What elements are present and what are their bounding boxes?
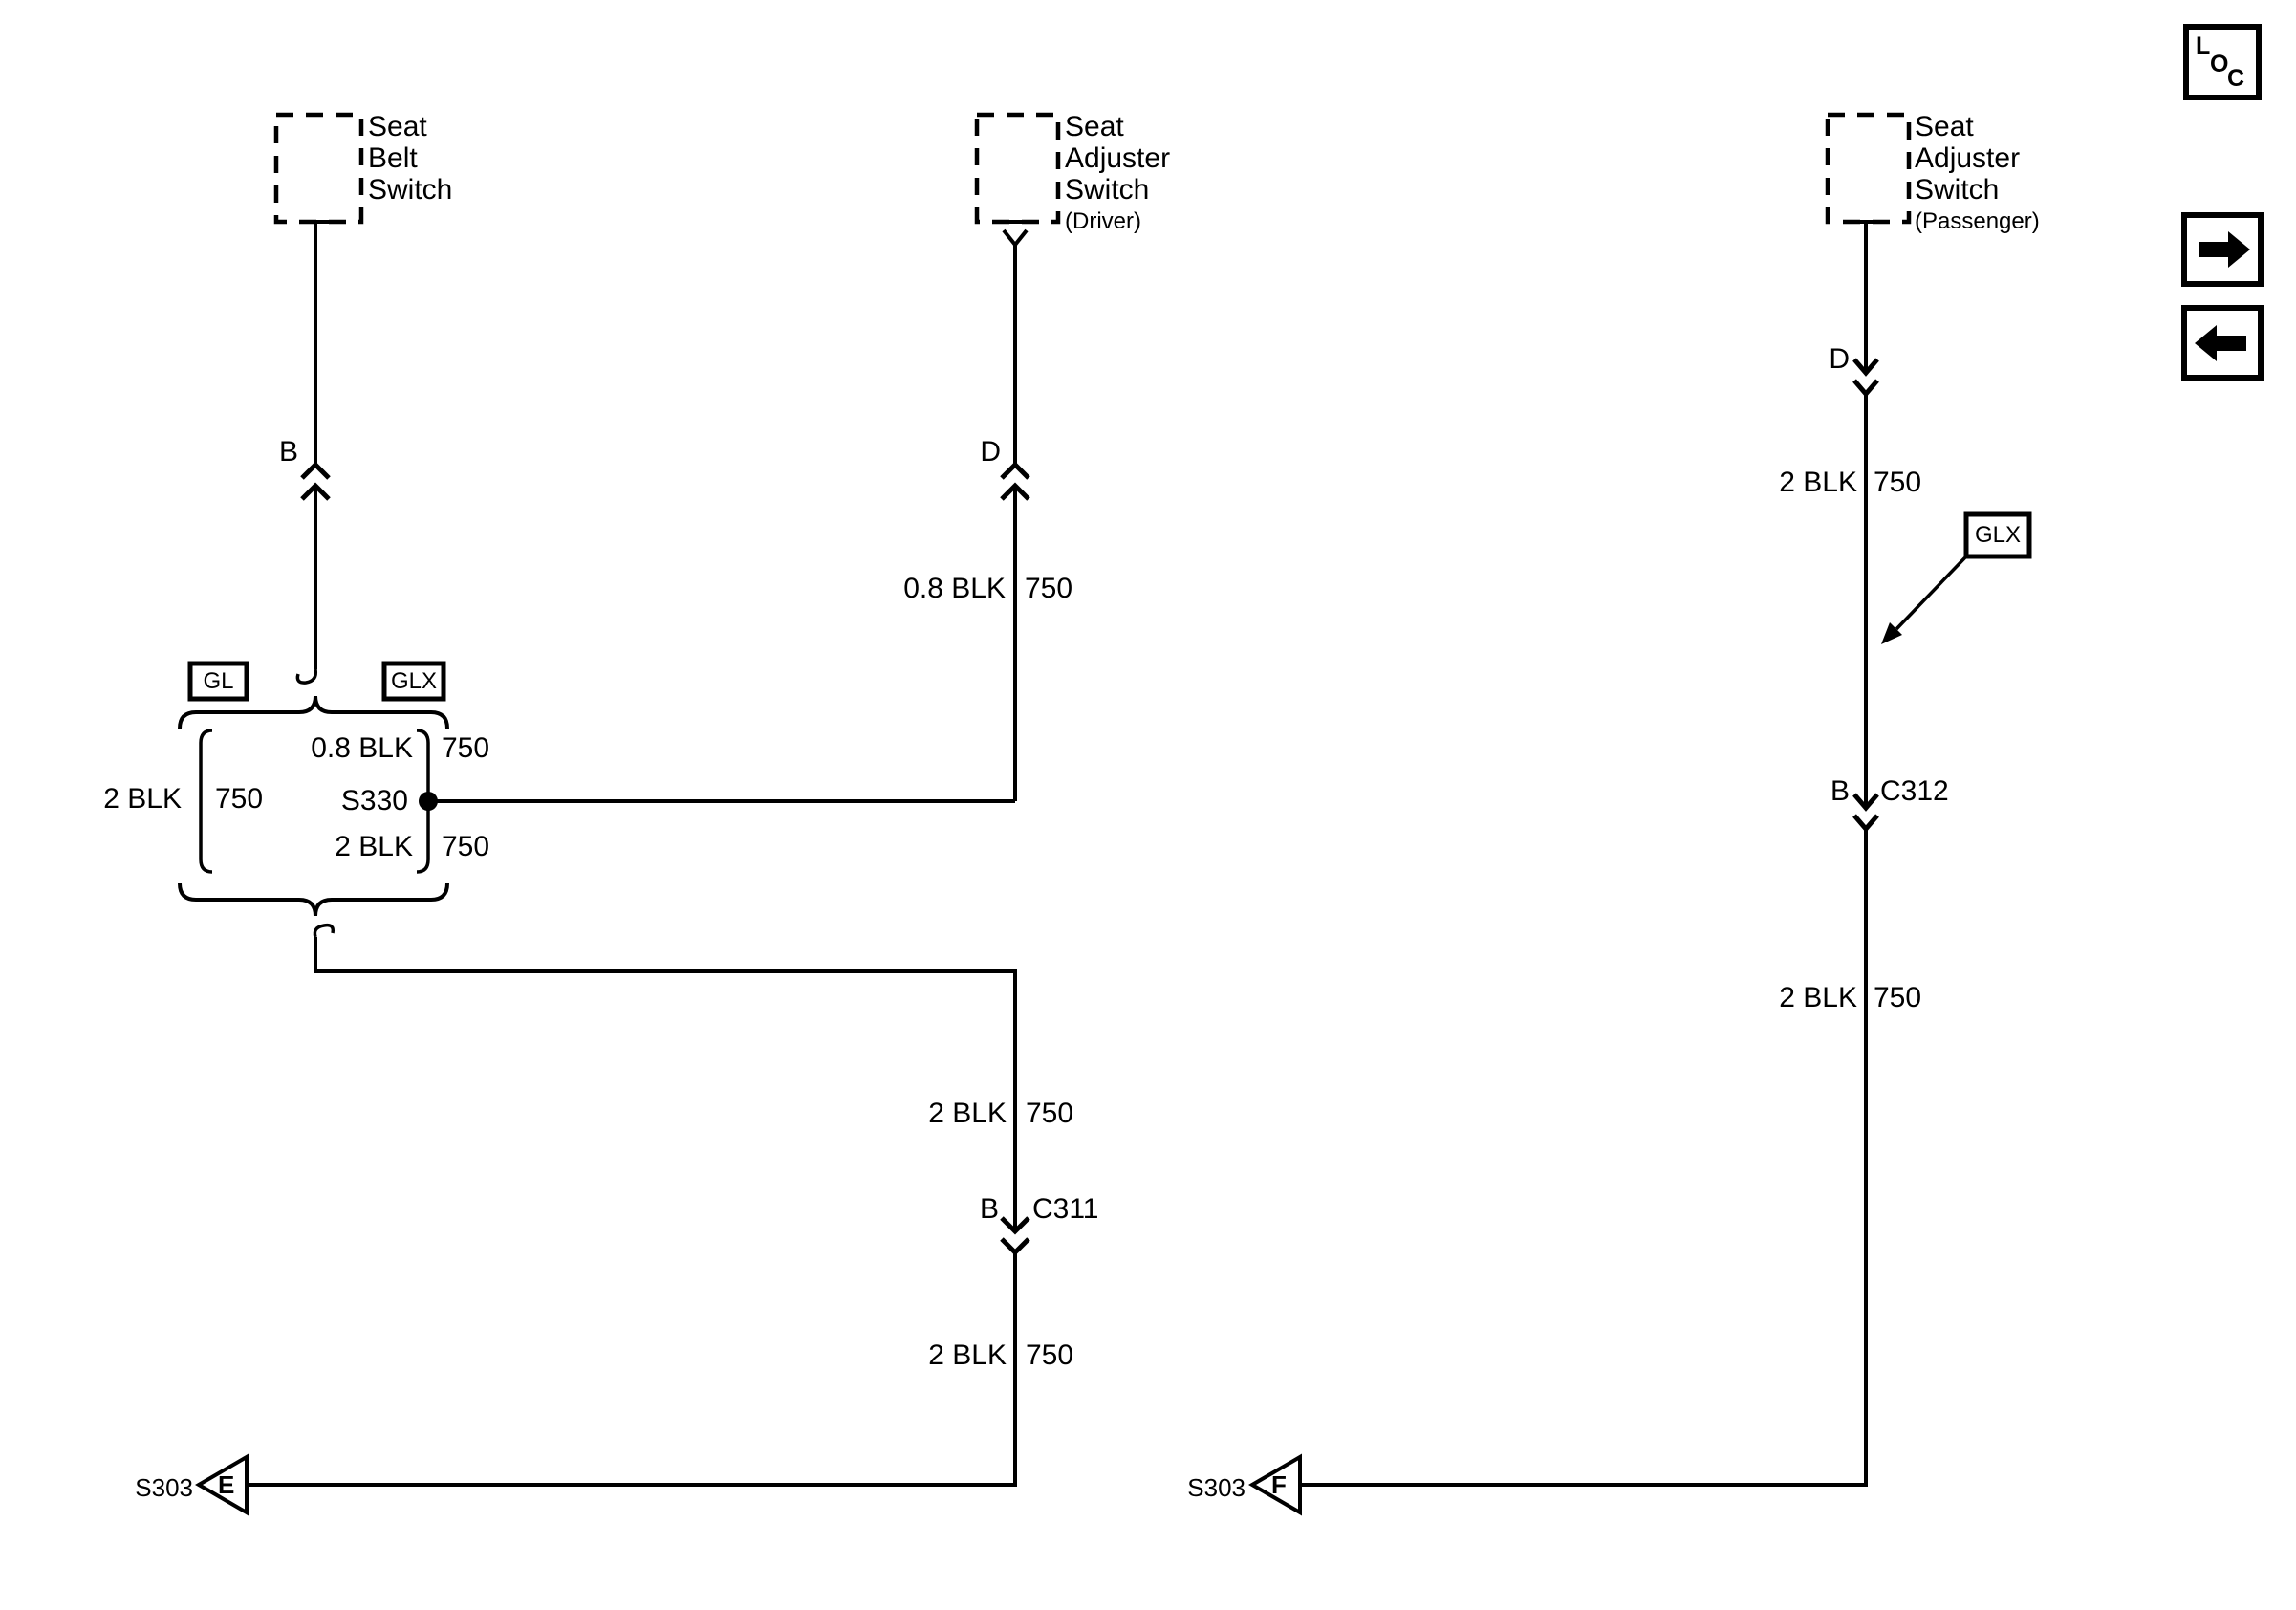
gl-tag-label: GL — [203, 668, 234, 694]
passenger-switch-qualifier: (Passenger) — [1915, 208, 2040, 234]
passenger-switch-label-2: Adjuster — [1915, 142, 2021, 174]
wire-size-splice-upper: 0.8 BLK — [311, 732, 413, 764]
driver-switch-label-3: Switch — [1065, 174, 1150, 206]
glx-pointer-line — [1896, 556, 1966, 629]
wire-circuit-splice-lower: 750 — [442, 831, 490, 862]
driver-switch-qualifier: (Driver) — [1065, 208, 1141, 234]
seat-belt-switch-label-1: Seat — [368, 111, 427, 142]
left-wire-bracket — [201, 730, 212, 872]
wire-circuit-splice-left: 750 — [215, 783, 264, 815]
pin-d-driver: D — [980, 436, 1001, 468]
wire-circuit-splice-upper: 750 — [442, 732, 490, 764]
s330-splice-label: S330 — [340, 785, 408, 816]
wire-size-splice-left: 2 BLK — [103, 783, 182, 815]
wire-size-driver-upper: 0.8 BLK — [903, 573, 1006, 604]
loc-letter-c: C — [2227, 65, 2245, 92]
left-arrow-icon[interactable] — [2195, 325, 2246, 361]
wire-start-curl — [314, 925, 333, 937]
connector-c312-label: C312 — [1880, 775, 1949, 807]
s330-splice-dot — [419, 792, 438, 811]
driver-switch-label-2: Adjuster — [1065, 142, 1171, 174]
connector-chevron — [1002, 1239, 1029, 1252]
seat-belt-switch-box — [276, 115, 361, 222]
wire-circuit-driver-lower: 750 — [1026, 1339, 1074, 1371]
wire-passenger-3 — [1301, 829, 1866, 1485]
s303-label-passenger: S303 — [1187, 1473, 1245, 1502]
pin-d-passenger: D — [1829, 343, 1850, 375]
wire-circuit-driver-mid: 750 — [1026, 1098, 1074, 1129]
connector-chevron — [1002, 465, 1029, 478]
pin-b-c312: B — [1830, 775, 1850, 807]
wire-size-passenger-lower: 2 BLK — [1779, 982, 1857, 1013]
wire-end-curl — [297, 669, 315, 683]
pin-b-seat-belt: B — [278, 436, 298, 468]
splice-brace-bottom — [180, 883, 447, 916]
pin-b-c311: B — [979, 1193, 999, 1225]
seat-belt-switch-label-2: Belt — [368, 142, 418, 174]
glx-tag-label-splice: GLX — [390, 668, 438, 694]
ground-ref-f: F — [1271, 1470, 1287, 1499]
passenger-switch-label-3: Switch — [1915, 174, 2000, 206]
s303-label-driver: S303 — [135, 1473, 193, 1502]
right-arrow-icon[interactable] — [2199, 231, 2250, 268]
wire-splice-to-c311 — [315, 937, 1015, 1231]
loc-letter-l: L — [2196, 33, 2211, 59]
ground-ref-e: E — [218, 1470, 235, 1499]
seat-adjuster-driver-box — [977, 115, 1058, 222]
passenger-switch-label-1: Seat — [1915, 111, 1974, 142]
connector-chevron — [1854, 816, 1877, 829]
seat-belt-switch-label-3: Switch — [368, 174, 453, 206]
wire-circuit-driver-upper: 750 — [1025, 573, 1073, 604]
wire-size-driver-mid: 2 BLK — [928, 1098, 1007, 1129]
connector-chevron — [302, 465, 329, 478]
glx-tag-label-passenger: GLX — [1974, 522, 2022, 548]
driver-fork-symbol — [1004, 230, 1027, 245]
connector-c311-label: C311 — [1032, 1193, 1099, 1225]
seat-adjuster-passenger-box — [1828, 115, 1909, 222]
wire-c311-to-s303 — [247, 1252, 1015, 1485]
wire-circuit-passenger-lower: 750 — [1874, 982, 1922, 1013]
wire-size-splice-lower: 2 BLK — [335, 831, 413, 862]
wire-circuit-passenger-upper: 750 — [1874, 467, 1922, 498]
driver-switch-label-1: Seat — [1065, 111, 1124, 142]
wire-size-passenger-upper: 2 BLK — [1779, 467, 1857, 498]
connector-chevron — [1854, 381, 1877, 394]
wire-size-driver-lower: 2 BLK — [928, 1339, 1007, 1371]
loc-letter-o: O — [2210, 51, 2229, 77]
